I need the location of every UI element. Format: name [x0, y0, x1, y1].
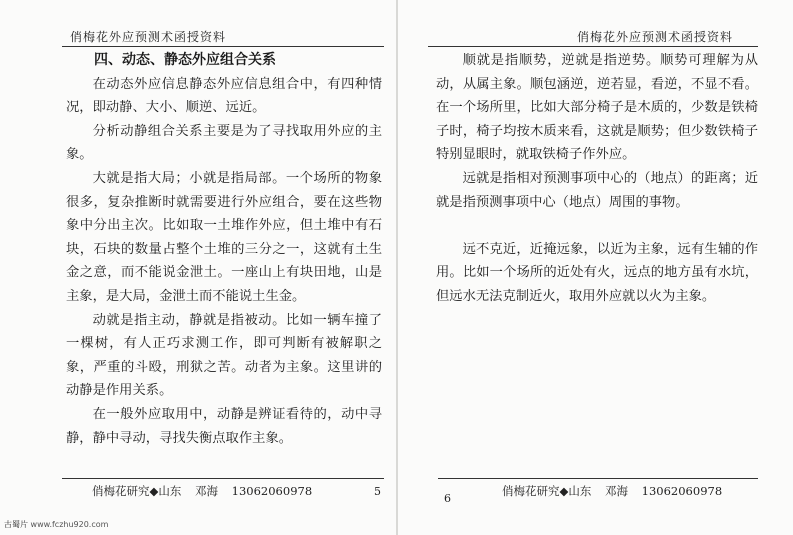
page-body [66, 49, 382, 450]
header-divider [428, 46, 758, 47]
page-footer [502, 483, 732, 499]
watermark-site-name: 古蜀片 [4, 520, 28, 529]
page-header: 俏梅花外应预测术函授资料 [70, 30, 227, 44]
paragraph: 远不克近，近掩远象，以近为主象，远有生辅的作用。比如一个场所的近处有火，远点的地方虽有水坑，但远水无法克制近火，取用外应就以火为主象。 [436, 241, 758, 304]
footer-publisher: 俏梅花研究◆山东 [92, 484, 182, 498]
header-divider [62, 46, 384, 47]
page-body [436, 49, 758, 309]
paragraph: 在动态外应信息静态外应信息组合中，有四种情况，即动静、大小、顺逆、远近。 [66, 76, 382, 116]
watermark-url[interactable]: www.fczhu920.com [30, 520, 109, 529]
paragraph: 顺就是指顺势，逆就是指逆势。顺势可理解为从动，从属主象。顺包涵逆，逆若显，看逆，不显不看。在一个场所里，比如大部分椅子是木质的，少数是铁椅子时，椅子均按木质来看，这就是顺势；但少数铁椅子特别显眼时，就取铁椅子作外应。 [436, 53, 758, 163]
paragraph-spacer [436, 214, 758, 238]
footer-divider [438, 478, 758, 479]
paragraph: 在一般外应取用中，动静是辨证看待的，动中寻静，静中寻动，寻找失衡点取作主象。 [66, 406, 382, 446]
paragraph: 远就是指相对预测事项中心的（地点）的距离；近就是指预测事项中心（地点）周围的事物。 [436, 170, 758, 210]
paragraph: 动就是指主动，静就是指被动。比如一辆车撞了一棵树，有人正巧求测工作，即可判断有被解职之象，严重的斗殴，刑狱之苦。动者为主象。这里讲的动静是作用关系。 [66, 312, 382, 399]
paragraph: 分析动静组合关系主要是为了寻找取用外应的主象。 [66, 123, 382, 163]
paragraph: 大就是指大局；小就是指局部。一个场所的物象很多，复杂推断时就需要进行外应组合，要在这些物象中分出主次。比如取一土堆作外应，但土堆中有石块，石块的数量占整个土堆的三分之一，这就有土生金之意，而不能说金泄土。一座山上有块田地，山是主象，是大局，金泄土而不能说土生金。 [66, 170, 382, 304]
right-page [398, 0, 793, 510]
footer-phone: 13062060978 [641, 484, 723, 498]
footer-phone: 13062060978 [231, 484, 313, 498]
page-footer [92, 483, 322, 499]
footer-author: 邓海 [195, 484, 218, 498]
footer-author: 邓海 [605, 484, 628, 498]
page-number: 6 [444, 492, 451, 505]
footer-divider [62, 478, 384, 479]
footer-publisher: 俏梅花研究◆山东 [502, 484, 592, 498]
section-title: 四、动态、静态外应组合关系 [94, 52, 276, 68]
site-watermark [4, 519, 108, 530]
left-page [0, 0, 396, 510]
page-number: 5 [374, 485, 381, 498]
page-header: 俏梅花外应预测术函授资料 [576, 30, 733, 44]
